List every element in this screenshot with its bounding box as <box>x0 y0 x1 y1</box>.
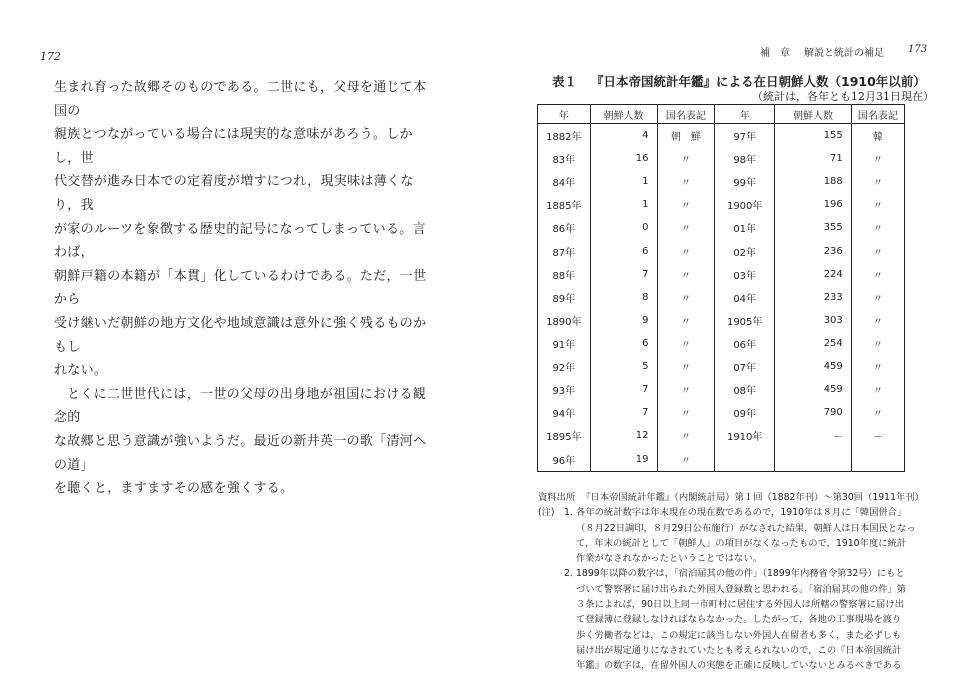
text-line: 代交替が進み日本での定着度が増すにつれ，現実味は薄くなり，我 <box>54 174 414 213</box>
cell-count-2: 236 <box>775 239 852 262</box>
cell-count: 0 <box>590 216 657 239</box>
cell-year: 89年 <box>538 286 591 309</box>
korean-residents-table <box>537 104 905 472</box>
cell-year-2: 04年 <box>715 286 775 309</box>
table-row <box>538 424 905 447</box>
cell-count-2: － <box>775 424 852 447</box>
cell-country-name: 〃 <box>657 378 715 401</box>
cell-country-name-2: 〃 <box>851 332 904 355</box>
cell-count: 6 <box>590 332 657 355</box>
cell-count: 12 <box>590 424 657 447</box>
cell-count-2: 196 <box>775 193 852 216</box>
text-line: が家のルーツを象徴する歴史的記号になってしまっている。言わば， <box>54 221 426 261</box>
cell-country-name-2: 〃 <box>851 170 904 193</box>
cell-country-name: 〃 <box>657 332 715 355</box>
cell-country-name-2: 〃 <box>851 309 904 332</box>
cell-year-2 <box>715 447 775 472</box>
cell-country-name-2: 〃 <box>851 263 904 286</box>
cell-count-2: 459 <box>775 355 852 378</box>
source-label: 資料出所 <box>538 492 576 503</box>
cell-year: 1885年 <box>538 193 591 216</box>
col-header-year: 年 <box>538 105 591 124</box>
text-line: れない。 <box>54 363 108 379</box>
cell-country-name-2: 〃 <box>851 147 904 170</box>
table-row <box>538 170 905 193</box>
cell-country-name-2: 韓 <box>851 124 904 148</box>
text-line: 生まれ育った故郷そのものである。二世にも，父母を通じて本国の <box>54 80 427 119</box>
table-row <box>538 309 905 332</box>
note-line: 歩く労働者などは，この規定に該当しない外国人在留者も多く，また必ずしも <box>576 629 902 641</box>
cell-year: 88年 <box>538 263 591 286</box>
running-head-title: 解説と統計の補足 <box>804 48 884 59</box>
cell-country-name: 〃 <box>657 355 715 378</box>
cell-country-name: 〃 <box>657 447 715 472</box>
cell-year: 96年 <box>538 447 591 472</box>
cell-count-2: 233 <box>775 286 852 309</box>
note-1-first-line <box>538 505 918 520</box>
cell-country-name: 〃 <box>657 424 715 447</box>
cell-country-name-2: － <box>851 424 904 447</box>
left-page-body <box>54 76 434 501</box>
cell-count: 1 <box>590 193 657 216</box>
cell-year: 92年 <box>538 355 591 378</box>
cell-count: 19 <box>590 447 657 472</box>
cell-year: 1890年 <box>538 309 591 332</box>
cell-country-name: 〃 <box>657 286 715 309</box>
cell-country-name: 〃 <box>657 147 715 170</box>
col-header-count-2: 朝鮮人数 <box>775 105 852 124</box>
cell-year: 1882年 <box>538 124 591 148</box>
cell-count-2: 790 <box>775 401 852 424</box>
table-row <box>538 355 905 378</box>
table-row <box>538 378 905 401</box>
cell-year-2: 1910年 <box>715 424 775 447</box>
cell-year-2: 09年 <box>715 401 775 424</box>
cell-count: 7 <box>590 263 657 286</box>
cell-year-2: 1900年 <box>715 193 775 216</box>
cell-year-2: 97年 <box>715 124 775 148</box>
text-line: とくに二世世代には，一世の父母の出身地が祖国における観念的 <box>54 386 427 426</box>
cell-count: 9 <box>590 309 657 332</box>
cell-year-2: 01年 <box>715 216 775 239</box>
cell-year-2: 06年 <box>715 332 775 355</box>
cell-count: 7 <box>590 401 657 424</box>
note-line: 作業がなされなかったということではない。 <box>576 553 762 565</box>
cell-count-2: 459 <box>775 378 852 401</box>
text-line: 朝鮮戸籍の本籍が「本貫」化しているわけである。ただ，一世から <box>54 268 427 308</box>
cell-country-name-2: 〃 <box>851 401 904 424</box>
cell-country-name-2: 〃 <box>851 286 904 309</box>
note-line: 年鑑』の数字は，在留外国人の実態を正確に反映していないとみるべきである <box>576 660 902 672</box>
cell-country-name-2: 〃 <box>851 355 904 378</box>
cell-count: 8 <box>590 286 657 309</box>
cell-country-name: 〃 <box>657 193 715 216</box>
cell-year-2: 02年 <box>715 239 775 262</box>
note-line: 各年の統計数字は年末現在の現在数であるので，1910年は８月に「韓国併合」 <box>576 507 907 519</box>
cell-year-2: 98年 <box>715 147 775 170</box>
cell-count: 6 <box>590 239 657 262</box>
running-head <box>760 44 898 59</box>
cell-year: 91年 <box>538 332 591 355</box>
cell-year: 87年 <box>538 239 591 262</box>
cell-country-name: 〃 <box>657 309 715 332</box>
source-line <box>538 490 924 505</box>
left-page-number: 172 <box>40 50 61 63</box>
cell-year: 83年 <box>538 147 591 170</box>
cell-country-name: 〃 <box>657 216 715 239</box>
col-header-country-name-2: 国名表記 <box>851 105 904 124</box>
text-line: を聴くと，ますますその感を強くする。 <box>54 481 294 497</box>
cell-year-2: 03年 <box>715 263 775 286</box>
note-line: 届け出が規定通りになされていたとも考えられないので，この『日本帝国統計 <box>576 644 902 656</box>
note-1-number: 1． <box>564 507 580 519</box>
note-line: （８月22日調印，８月29日公布施行）がなされた結果，朝鮮人は日本国民となっ <box>576 522 916 534</box>
note-2-first-line <box>538 566 918 581</box>
cell-count: 5 <box>590 355 657 378</box>
table-row <box>538 447 905 472</box>
cell-country-name: 〃 <box>657 263 715 286</box>
cell-count: 7 <box>590 378 657 401</box>
cell-country-name-2: 〃 <box>851 378 904 401</box>
cell-count-2 <box>775 447 852 472</box>
cell-count-2: 224 <box>775 263 852 286</box>
cell-count: 16 <box>590 147 657 170</box>
cell-count-2: 355 <box>775 216 852 239</box>
cell-count: 4 <box>590 124 657 148</box>
table-subtitle: （統計は，各年とも12月31日現在） <box>752 90 934 103</box>
cell-country-name-2: 〃 <box>851 216 904 239</box>
text-line: 親族とつながっている場合には現実的な意味があろう。しかし，世 <box>54 127 413 166</box>
cell-country-name: 朝 鮮 <box>657 124 715 148</box>
table-row <box>538 193 905 216</box>
table-title-text: 『日本帝国統計年鑑』による在日朝鮮人数（1910年以前） <box>591 74 926 89</box>
text-line: な故郷と思う意識が強いようだ。最近の新井英一の歌「清河への道」 <box>54 433 427 473</box>
cell-year-2: 07年 <box>715 355 775 378</box>
col-header-year-2: 年 <box>715 105 775 124</box>
source-text: 『日本帝国統計年鑑』（内閣統計局）第１回（1882年刊）～第30回（1911年刊） <box>581 492 924 503</box>
table-row <box>538 332 905 355</box>
cell-country-name: 〃 <box>657 401 715 424</box>
cell-year: 94年 <box>538 401 591 424</box>
cell-country-name: 〃 <box>657 239 715 262</box>
cell-country-name-2: 〃 <box>851 239 904 262</box>
col-header-count: 朝鮮人数 <box>590 105 657 124</box>
table-number: 表１ <box>552 74 578 89</box>
table-row <box>538 124 905 148</box>
cell-count-2: 71 <box>775 147 852 170</box>
cell-year-2: 1905年 <box>715 309 775 332</box>
cell-count-2: 188 <box>775 170 852 193</box>
table-row <box>538 239 905 262</box>
col-header-country-name: 国名表記 <box>657 105 715 124</box>
note-line: て登録簿に登録しなければならなかった。したがって，各地の工事現場を渡り <box>576 614 902 626</box>
table-row <box>538 263 905 286</box>
paragraph-1 <box>54 76 434 383</box>
table-row <box>538 216 905 239</box>
cell-country-name-2 <box>851 447 904 472</box>
cell-count-2: 155 <box>775 124 852 148</box>
table-row <box>538 401 905 424</box>
cell-year: 86年 <box>538 216 591 239</box>
cell-count-2: 303 <box>775 309 852 332</box>
running-head-chapter: 補 章 <box>760 48 790 59</box>
cell-year-2: 08年 <box>715 378 775 401</box>
cell-count-2: 254 <box>775 332 852 355</box>
table-row <box>538 286 905 309</box>
text-line: 受け継いだ朝鮮の地方文化や地域意識は意外に強く残るものかもし <box>54 315 427 355</box>
note-line: 1899年以降の数字は，「宿泊届其の他の件」（1899年内務省令第32号）にもと <box>576 568 905 580</box>
table-notes <box>538 490 924 674</box>
table-row <box>538 147 905 170</box>
cell-year: 84年 <box>538 170 591 193</box>
cell-year-2: 99年 <box>715 170 775 193</box>
cell-country-name-2: 〃 <box>851 193 904 216</box>
note-line: づいて警察署に届け出られた外国人登録数と思われる。「宿泊届其の他の件」第 <box>576 583 907 595</box>
cell-country-name: 〃 <box>657 170 715 193</box>
note-line: ３条によれば，90日以上同一市町村に居住する外国人は所轄の警察署に届け出 <box>576 599 904 611</box>
note-2-number: 2． <box>564 568 580 580</box>
note-line: て，年末の統計として「朝鮮人」の項目がなくなったもので，1910年度に統計 <box>576 537 907 549</box>
notes-label: (注) <box>538 507 555 519</box>
right-page-number: 173 <box>908 44 928 55</box>
cell-year: 1895年 <box>538 424 591 447</box>
cell-year: 93年 <box>538 378 591 401</box>
cell-count: 1 <box>590 170 657 193</box>
table-header-row <box>538 105 905 124</box>
paragraph-2 <box>54 383 434 501</box>
